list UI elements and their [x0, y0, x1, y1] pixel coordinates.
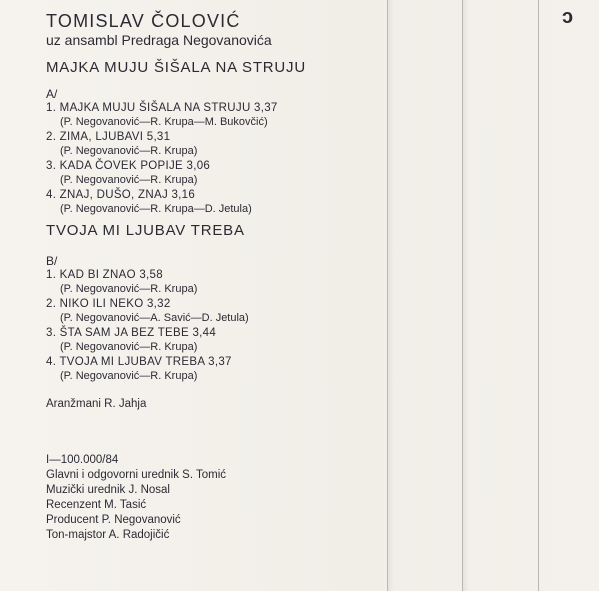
side-b-label: B/ — [46, 254, 58, 268]
track-title: 2. NIKO ILI NEKO 3,32 — [46, 298, 171, 310]
inlay-content — [46, 10, 376, 543]
fold-line — [538, 0, 539, 591]
production-credits — [46, 453, 376, 543]
track-title: 2. ZIMA, LJUBAVI 5,31 — [46, 131, 171, 143]
track-credit: (P. Negovanović—R. Krupa) — [60, 283, 198, 295]
fold-shadow — [463, 0, 469, 591]
track-title: 3. KADA ČOVEK POPIJE 3,06 — [46, 160, 211, 172]
artist-name: TOMISLAV ČOLOVIĆ — [46, 11, 241, 31]
track-credit: (P. Negovanović—R. Krupa) — [60, 341, 198, 353]
track-title: 4. TVOJA MI LJUBAV TREBA 3,37 — [46, 356, 232, 368]
credit-line: Glavni i odgovorni urednik S. Tomić — [46, 469, 227, 481]
spine-mark: c — [562, 7, 574, 29]
track-credit: (P. Negovanović—R. Krupa) — [60, 174, 198, 186]
credit-line: Muzički urednik J. Nosal — [46, 484, 170, 496]
side-a-label: A/ — [46, 87, 58, 101]
credit-line: Producent P. Negovanović — [46, 514, 181, 526]
track-credit: (P. Negovanović—R. Krupa) — [60, 145, 198, 157]
credit-line: Recenzent M. Tasić — [46, 499, 147, 511]
arrangements-credit: Aranžmani R. Jahja — [46, 398, 147, 410]
ensemble-subtitle: uz ansambl Predraga Negovanovića — [46, 32, 272, 48]
side-b-title: TVOJA MI LJUBAV TREBA — [46, 222, 245, 239]
track-credit: (P. Negovanović—R. Krupa—D. Jetula) — [60, 203, 252, 215]
catalog-number: I—100.000/84 — [46, 454, 119, 466]
track-credit: (P. Negovanović—A. Savić—D. Jetula) — [60, 312, 249, 324]
side-b-tracklist — [46, 268, 376, 383]
track-title: 1. MAJKA MUJU ŠIŠALA NA STRUJU 3,37 — [46, 102, 278, 114]
album-title: MAJKA MUJU ŠIŠALA NA STRUJU — [46, 59, 306, 76]
track-title: 4. ZNAJ, DUŠO, ZNAJ 3,16 — [46, 189, 196, 201]
track-title: 1. KAD BI ZNAO 3,58 — [46, 269, 163, 281]
fold-shadow — [388, 0, 394, 591]
credit-line: Ton-majstor A. Radojičić — [46, 529, 170, 541]
track-credit: (P. Negovanović—R. Krupa—M. Bukovčić) — [60, 116, 268, 128]
side-a-tracklist — [46, 101, 376, 216]
track-title: 3. ŠTA SAM JA BEZ TEBE 3,44 — [46, 327, 217, 339]
track-credit: (P. Negovanović—R. Krupa) — [60, 370, 198, 382]
